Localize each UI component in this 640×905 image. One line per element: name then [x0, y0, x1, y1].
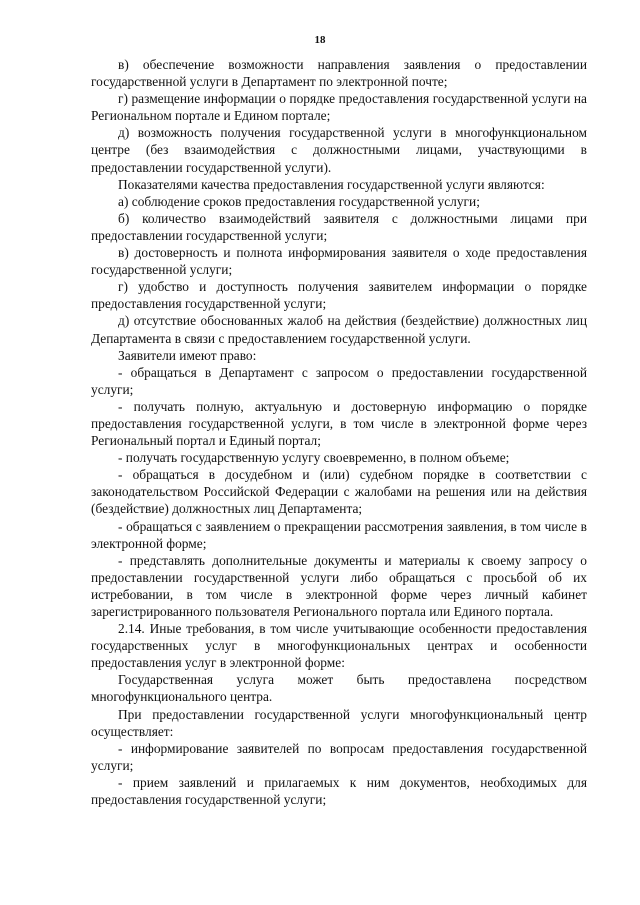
document-body [91, 56, 587, 808]
paragraph: б) количество взаимодействий заявителя с должностными лицами при предоставлении государственной услуги; [91, 210, 587, 243]
page-number: 18 [314, 34, 326, 46]
paragraph: - обращаться с заявлением о прекращении рассмотрения заявления, в том числе в электронной форме; [91, 518, 587, 551]
paragraph: - информирование заявителей по вопросам предоставления государственной услуги; [91, 740, 587, 773]
paragraph: Заявители имеют право: [118, 347, 257, 363]
paragraph: Государственная услуга может быть предоставлена посредством многофункционального центра. [91, 672, 587, 705]
paragraph: в) достоверность и полнота информирования заявителя о ходе предоставления государственной услуги; [91, 245, 587, 278]
paragraph: - представлять дополнительные документы и материалы к своему запросу о предоставлении государственной услуги либо обращаться с просьбой об их истребовании, в том числе в электронной форме через личный кабинет зарегистрированного пользователя Регионального портала или Единого портала. [91, 552, 587, 619]
paragraph: г) размещение информации о порядке предоставления государственной услуги на Региональном портале и Едином портале; [91, 91, 587, 124]
paragraph: г) удобство и доступность получения заявителем информации о порядке предоставления государственной услуги; [91, 279, 587, 312]
paragraph: При предоставлении государственной услуги многофункциональный центр осуществляет: [91, 706, 587, 739]
paragraph: в) обеспечение возможности направления заявления о предоставлении государственной услуги в Департамент по электронной почте; [91, 57, 587, 90]
paragraph: Показателями качества предоставления государственной услуги являются: [118, 176, 545, 192]
paragraph: - прием заявлений и прилагаемых к ним документов, необходимых для предоставления государственной услуги; [91, 774, 587, 808]
paragraph: д) возможность получения государственной услуги в многофункциональном центре (без взаимодействия с должностными лицами, участвующими в предоставлении государственной услуги). [91, 125, 587, 175]
paragraph: 2.14. Иные требования, в том числе учитывающие особенности предоставления государственных услуг в многофункциональных центрах и особенности предоставления услуг в электронной форме: [91, 621, 587, 671]
paragraph: - обращаться в Департамент с запросом о предоставлении государственной услуги; [91, 364, 587, 397]
paragraph: а) соблюдение сроков предоставления государственной услуги; [118, 193, 480, 209]
paragraph: - обращаться в досудебном и (или) судебном порядке в соответствии с законодательством Российской Федерации с жалобами на решения или на действия (бездействие) должностных лиц Департамента; [91, 467, 587, 517]
paragraph: - получать государственную услугу своевременно, в полном объеме; [118, 450, 510, 466]
paragraph: д) отсутствие обоснованных жалоб на действия (бездействие) должностных лиц Департамента в связи с предоставлением государственной услуги. [91, 313, 587, 346]
paragraph: - получать полную, актуальную и достоверную информацию о порядке предоставления государственной услуги, в том числе в электронной форме через Региональный портал и Единый портал; [91, 398, 587, 449]
